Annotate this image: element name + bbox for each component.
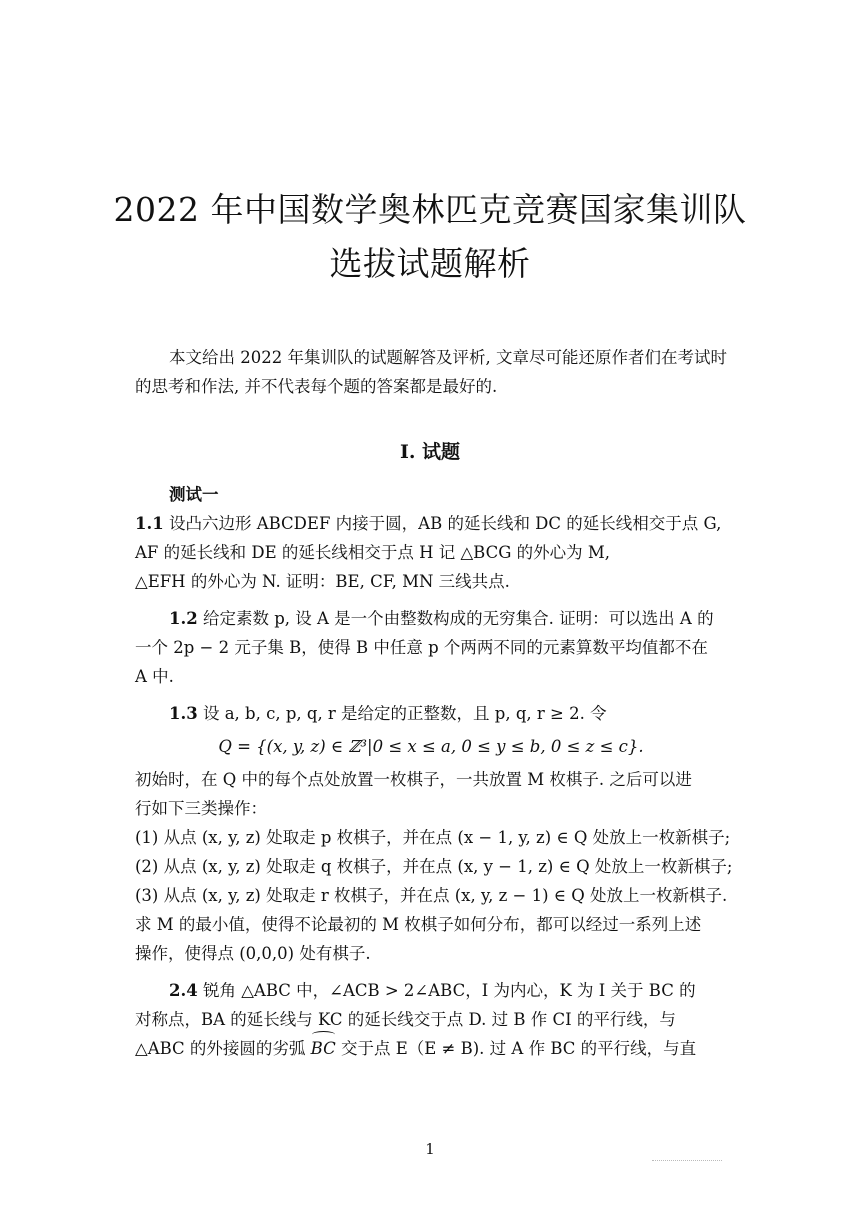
problem-number: 2.4 (169, 981, 198, 1000)
problem-2-4-line-2: 对称点，BA 的延长线与 KC 的延长线交于点 D. 过 B 作 CI 的平行线，与 (135, 1010, 676, 1029)
problem-1-3-line-3: 行如下三类操作： (135, 799, 267, 818)
problem-1-3-operation-2: (2) 从点 (x, y, z) 处取走 q 枚棋子，并在点 (x, y − 1, z) ∈ Q 处放上一枚新棋子; (135, 857, 733, 876)
problem-1-1-line-1 (135, 509, 727, 538)
problem-text: △ABC 的外接圆的劣弧 (135, 1039, 306, 1058)
problem-1-3-operation-3: (3) 从点 (x, y, z) 处取走 r 枚棋子，并在点 (x, y, z − 1) ∈ Q 处放上一枚新棋子. (135, 886, 728, 905)
test-heading: 测试一 (169, 485, 219, 504)
page-number: 1 (425, 1140, 435, 1158)
problem-number: 1.2 (169, 609, 198, 628)
problem-text: 交于点 E（E ≠ B). 过 A 作 BC 的平行线，与直 (340, 1039, 697, 1058)
problem-2-4-line-3 (135, 1034, 727, 1063)
problem-1-3-line-4: 求 M 的最小值，使得不论最初的 M 枚棋子如何分布，都可以经过一系列上述 (135, 915, 702, 934)
title-line-2: 选拔试题解析 (329, 244, 531, 283)
problem-1-3-formula (135, 728, 727, 765)
problem-1-2-line-2: 一个 2p − 2 元子集 B，使得 B 中任意 p 个两两不同的元素算数平均值都不在 (135, 638, 708, 657)
problem-2-4-line-1 (135, 976, 727, 1005)
abstract-paragraph: 本文给出 2022 年集训队的试题解答及评析, 文章尽可能还原作者们在考试时的思考和作法, 并不代表每个题的答案都是最好的. (135, 348, 727, 396)
problem-1-1-line-2: AF 的延长线和 DE 的延长线相交于点 H 记 △BCG 的外心为 M, (135, 543, 611, 562)
problem-number: 1.1 (135, 514, 164, 533)
problem-1-2-line-1 (135, 604, 727, 633)
section-heading: I. 试题 (399, 441, 461, 463)
display-formula: Q = {(x, y, z) ∈ ℤ³|0 ≤ x ≤ a, 0 ≤ y ≤ b, 0 ≤ z ≤ c}. (218, 737, 644, 756)
footer-dotted-rule (652, 1160, 722, 1161)
minor-arc-label: BC (311, 1034, 336, 1063)
problem-1-3-line-1 (135, 699, 727, 728)
problems-content (135, 480, 733, 1063)
problem-text: 给定素数 p, 设 A 是一个由整数构成的无穷集合. 证明：可以选出 A 的 (202, 609, 714, 628)
problem-1-2-line-3: A 中. (135, 667, 174, 686)
problem-1-3-line-2: 初始时，在 Q 中的每个点处放置一枚棋子，一共放置 M 枚棋子. 之后可以进 (135, 770, 692, 789)
problem-1-3-operation-1: (1) 从点 (x, y, z) 处取走 p 枚棋子，并在点 (x − 1, y, z) ∈ Q 处放上一枚新棋子; (135, 828, 731, 847)
problem-number: 1.3 (169, 704, 198, 723)
problem-text: 设 a, b, c, p, q, r 是给定的正整数，且 p, q, r ≥ 2. 令 (202, 704, 607, 723)
problem-text: 设凸六边形 ABCDEF 内接于圆，AB 的延长线和 DC 的延长线相交于点 G, (168, 514, 722, 533)
problem-1-1-line-3: △EFH 的外心为 N. 证明：BE, CF, MN 三线共点. (135, 572, 510, 591)
title-line-1: 2022 年中国数学奥林匹克竞赛国家集训队 (113, 190, 747, 229)
problem-text: 锐角 △ABC 中，∠ACB > 2∠ABC，I 为内心，K 为 I 关于 BC 的 (202, 981, 696, 1000)
problem-1-3-line-5: 操作，使得点 (0,0,0) 处有棋子. (135, 944, 371, 963)
